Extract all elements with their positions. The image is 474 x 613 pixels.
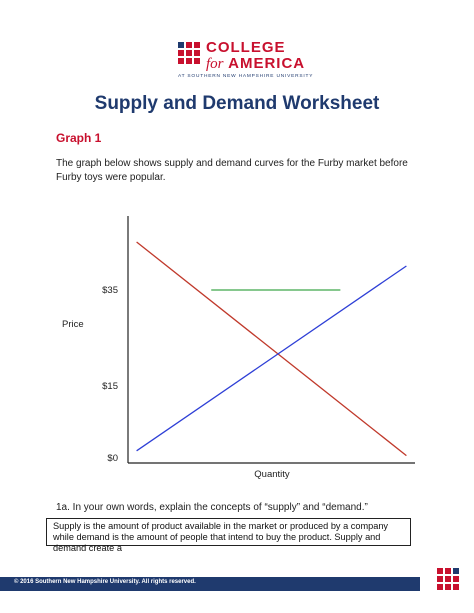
intro-text: The graph below shows supply and demand curves for the Furby market before Furby toys were popular. [56, 158, 408, 183]
footer-logo-grid-icon [437, 568, 461, 592]
logo-line2: for AMERICA [206, 55, 306, 72]
y-tick-label: $0 [107, 453, 118, 464]
logo-line1: COLLEGE [206, 39, 286, 56]
question-1a: 1a. In your own words, explain the concepts of “supply” and “demand.” [56, 502, 368, 513]
y-tick-label: $35 [102, 285, 118, 296]
page-title: Supply and Demand Worksheet [94, 93, 380, 114]
footer-bar [0, 577, 420, 591]
x-axis-label: Quantity [254, 469, 290, 480]
y-tick-label: $15 [102, 381, 118, 392]
footer-copyright: © 2016 Southern New Hampshire University. All rights reserved. [14, 579, 196, 585]
graph-heading: Graph 1 [56, 131, 102, 145]
logo-subtitle: AT SOUTHERN NEW HAMPSHIRE UNIVERSITY [178, 74, 314, 79]
y-axis-label: Price [62, 319, 84, 330]
answer-1a-textbox[interactable]: Supply is the amount of product available in the market or produced by a company while demand is the amount of people that intend to buy the product. Supply and demand create a [46, 518, 411, 546]
